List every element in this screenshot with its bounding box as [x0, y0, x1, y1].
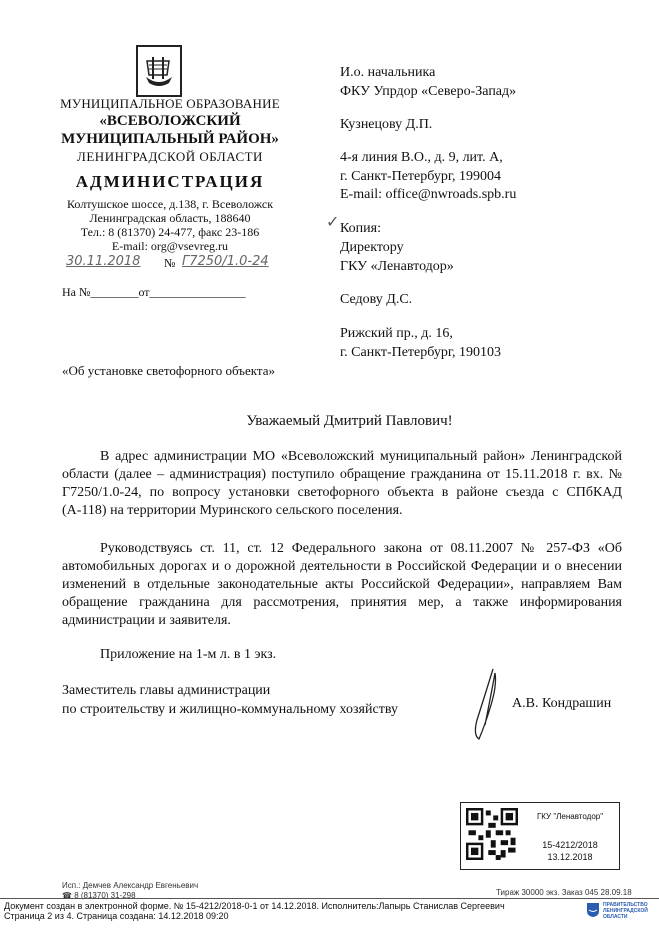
gov-emblem-icon — [586, 902, 600, 918]
addressee-1-title-2: ФКУ Упрдор «Северо-Запад» — [340, 84, 517, 99]
gov-logo — [586, 900, 656, 922]
signatory-position-1: Заместитель главы администрации — [62, 683, 271, 698]
copy-label: Копия: — [340, 221, 381, 236]
footer-divider — [0, 898, 659, 899]
org-line-1: МУНИЦИПАЛЬНОЕ ОБРАЗОВАНИЕ — [60, 96, 280, 111]
handwritten-number: Г7250/1.0-24 — [182, 254, 269, 269]
handwritten-date: 30.11.2018 — [66, 254, 141, 269]
reply-to-line: На №________от________________ — [62, 285, 246, 299]
number-sign: № — [164, 256, 176, 270]
paragraph-2: Руководствуясь ст. 11, ст. 12 Федерального закона от 08.11.2007 № 257-ФЗ «Об автомобильных дорогах и о дорожной деятельности в Российской Федерации и о внесении изменений в отдельные законодательные акты Российской Федерации», направляем Вам обращение гражданина для рассмотрения, принятия мер, а также информирования администрации и заявителя. — [62, 541, 622, 628]
attachment-line: Приложение на 1-м л. в 1 экз. — [100, 647, 277, 662]
check-mark-icon: ✓ — [326, 214, 340, 231]
coat-of-arms-logo — [136, 45, 182, 97]
executor-name: Исп.: Демчев Александр Евгеньевич — [62, 881, 199, 890]
greeting: Уважаемый Дмитрий Павлович! — [246, 413, 453, 429]
addressee-2-addr-2: г. Санкт-Петербург, 190103 — [340, 345, 502, 360]
signatory-position-2: по строительству и жилищно-коммунальному хозяйству — [62, 702, 398, 717]
subject-line: «Об установке светофорного объекта» — [62, 363, 276, 378]
print-info: Тираж 30000 экз. Заказ 045 28.09.18 — [496, 888, 632, 897]
qr-code-icon — [466, 808, 518, 860]
handwritten-signature — [455, 665, 515, 745]
footer-line-1: Документ создан в электронной форме. № 15-4212/2018-0-1 от 14.12.2018. Исполнитель:Лапырь Станислав Сергеевич — [4, 901, 505, 911]
org-address-block — [40, 197, 300, 253]
phone-line: Тел.: 8 (81370) 24-477, факс 23-186 — [80, 225, 260, 239]
addressee-2-title-2: ГКУ «Ленавтодор» — [340, 259, 454, 274]
paragraph-1: В адрес администрации МО «Всеволожский муниципальный район» Ленинградской области (далее – администрация) поступило обращение гражданина от 15.11.2018 г. вх. № Г7250/1.0-24, по вопросу установки светофорного объекта в районе съезда с СПбКАД (А-118) на территории Муринского сельского поселения. — [62, 449, 622, 518]
addressee-1-addr-2: г. Санкт-Петербург, 199004 — [340, 169, 502, 184]
signatory-position — [62, 681, 398, 719]
stamp-number: 15-4212/2018 — [542, 840, 598, 850]
stamp-date: 13.12.2018 — [547, 852, 593, 862]
signatory-name: А.В. Кондрашин — [512, 696, 612, 711]
executor-phone: ☎ 8 (81370) 31-298 — [62, 891, 136, 900]
org-admin: АДМИНИСТРАЦИЯ — [75, 172, 265, 191]
addressee-2-addr-1: Рижский пр., д. 16, — [340, 326, 453, 341]
footer-line-2: Страница 2 из 4. Страница создана: 14.12.2018 09:20 — [4, 911, 229, 921]
org-line-2: «ВСЕВОЛОЖСКИЙ — [99, 113, 241, 129]
address-line-2: Ленинградская область, 188640 — [89, 211, 251, 225]
addressee-2-title-1: Директору — [340, 240, 404, 255]
org-line-4: ЛЕНИНГРАДСКОЙ ОБЛАСТИ — [77, 149, 263, 164]
gov-logo-text: ПРАВИТЕЛЬСТВО ЛЕНИНГРАДСКОЙ ОБЛАСТИ — [603, 902, 648, 920]
addressee-1-addr-1: 4-я линия В.О., д. 9, лит. А, — [340, 150, 503, 165]
org-name — [40, 112, 300, 148]
org-line-3: МУНИЦИПАЛЬНЫЙ РАЙОН» — [61, 131, 279, 147]
addressee-2-name: Седову Д.С. — [340, 292, 413, 307]
email-line: E-mail: org@vsevreg.ru — [111, 239, 229, 253]
address-line-1: Колтушское шоссе, д.138, г. Всеволожск — [66, 197, 274, 211]
addressee-1-email: E-mail: office@nwroads.spb.ru — [340, 187, 517, 202]
outgoing-reg-line — [64, 252, 294, 272]
addressee-1-title-1: И.о. начальника — [340, 65, 436, 80]
addressee-1-name: Кузнецову Д.П. — [340, 117, 433, 132]
stamp-org: ГКУ "Ленавтодор" — [536, 812, 604, 821]
